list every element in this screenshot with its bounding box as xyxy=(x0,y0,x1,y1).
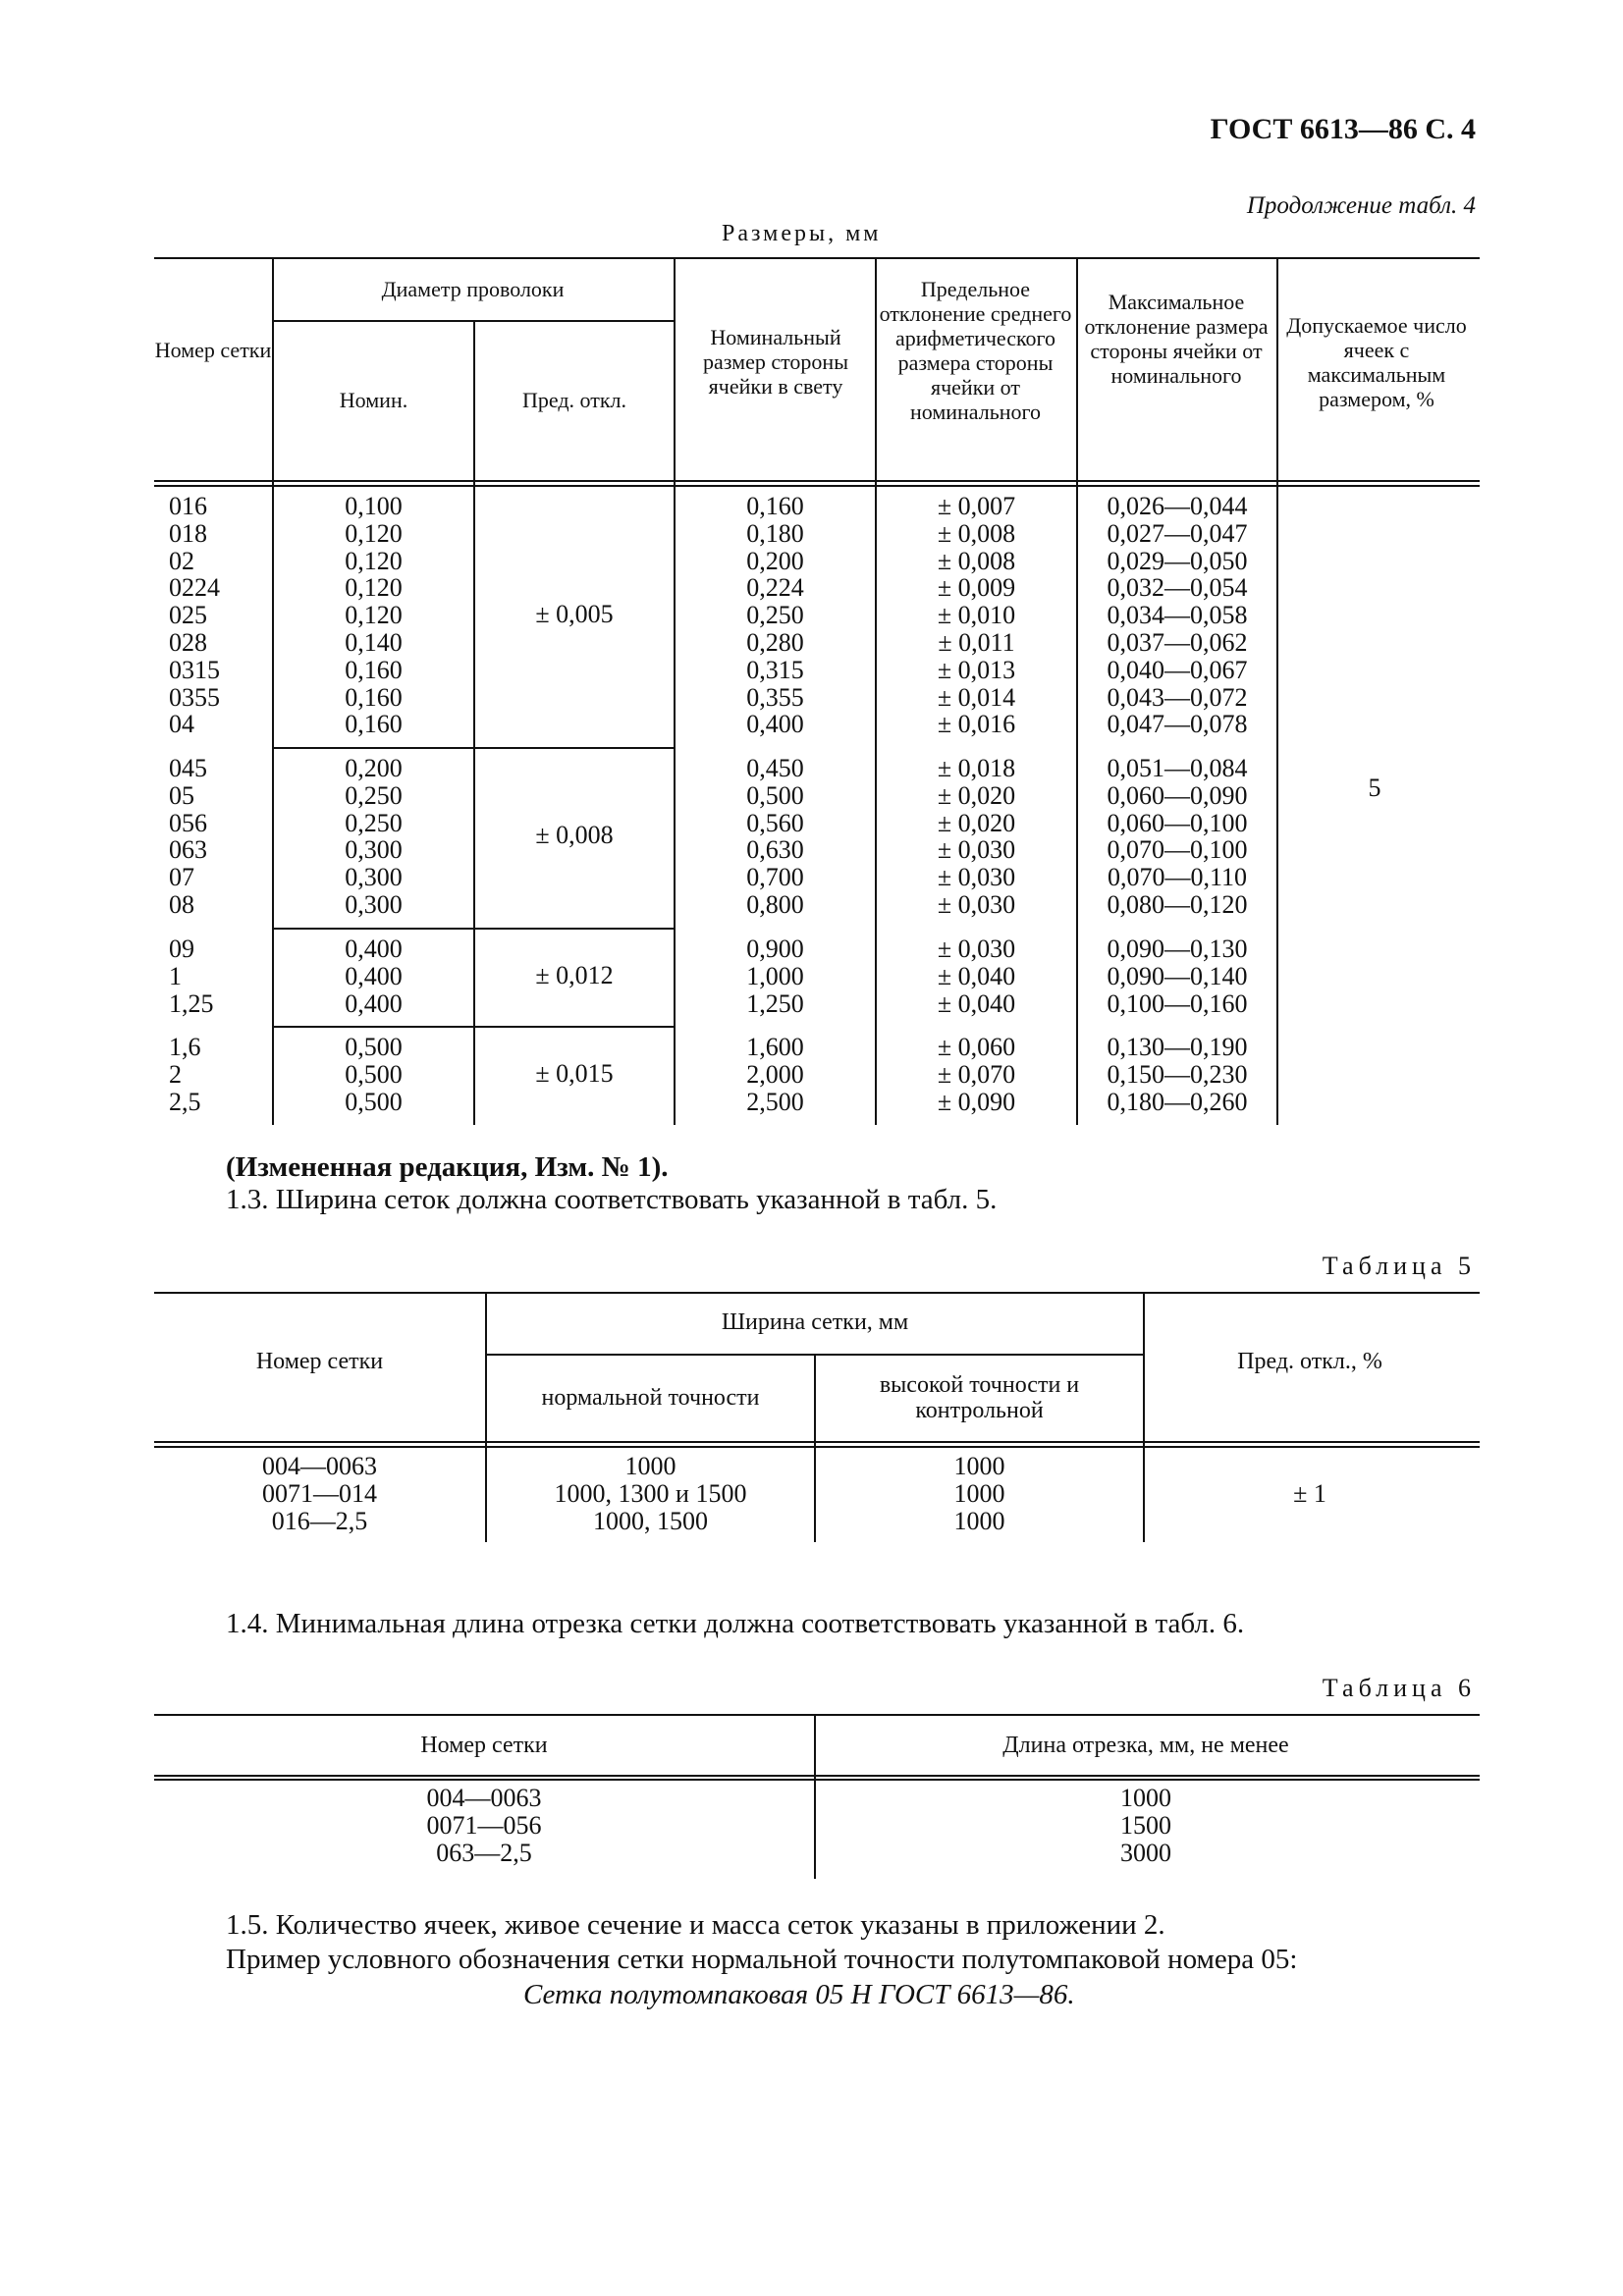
example-designation: Сетка полутомпаковая 05 Н ГОСТ 6613—86. xyxy=(523,1979,1075,2010)
max-deviation-column: 0,090—0,130 0,090—0,140 0,100—0,160 xyxy=(1107,934,1248,1018)
example-intro: Пример условного обозначения сетки нормальной точности полутомпаковой номера 05: xyxy=(226,1944,1298,1975)
page-header: ГОСТ 6613—86 С. 4 xyxy=(1210,113,1476,145)
header-tolerance: Пред. откл. xyxy=(521,388,627,412)
allowed-count-value: 5 xyxy=(1368,774,1381,802)
t5-tolerance-value: ± 1 xyxy=(1293,1479,1326,1508)
t6-length-column: 1000 1500 3000 xyxy=(1120,1784,1171,1867)
max-deviation-column: 0,130—0,190 0,150—0,230 0,180—0,260 xyxy=(1107,1033,1248,1116)
nominal-size-column: 0,160 0,180 0,200 0,224 0,250 0,280 0,315 0,355 0,400 xyxy=(746,492,804,739)
header-nominal: Номин. xyxy=(339,388,408,412)
limit-deviation-column: ± 0,007 ± 0,008 ± 0,008 ± 0,009 ± 0,010 ± 0,011 ± 0,013 ± 0,014 ± 0,016 xyxy=(937,492,1016,739)
t6-mesh-column: 004—0063 0071—056 063—2,5 xyxy=(426,1784,542,1867)
table-continuation: Продолжение табл. 4 xyxy=(1246,192,1476,219)
nominal-size-column: 1,600 2,000 2,500 xyxy=(746,1033,804,1116)
nominal-size-column: 0,450 0,500 0,560 0,630 0,700 0,800 xyxy=(746,754,804,919)
t5-header-normal: нормальной точности xyxy=(541,1385,760,1411)
table-5-label: Таблица 5 xyxy=(1322,1252,1476,1280)
t5-header-width: Ширина сетки, мм xyxy=(721,1309,909,1335)
max-deviation-column: 0,051—0,084 0,060—0,090 0,060—0,100 0,070—0,100 0,070—0,110 0,080—0,120 xyxy=(1107,754,1248,919)
t6-header-length: Длина отрезка, мм, не менее xyxy=(1002,1733,1289,1758)
mesh-number-column: 1,6 2 2,5 xyxy=(169,1033,201,1116)
paragraph-1-4: 1.4. Минимальная длина отрезка сетки должна соответствовать указанной в табл. 6. xyxy=(226,1608,1245,1639)
t6-header-mesh-no: Номер сетки xyxy=(420,1733,548,1758)
nominal-size-column: 0,900 1,000 1,250 xyxy=(746,934,804,1018)
header-nominal-size: Номинальный размер стороны ячейки в свету xyxy=(703,325,848,399)
header-mesh-no: Номер сетки xyxy=(154,338,272,362)
wire-tolerance-value: ± 0,012 xyxy=(535,960,614,989)
wire-diameter-column: 0,500 0,500 0,500 xyxy=(345,1033,403,1116)
units-caption: Размеры, мм xyxy=(722,221,882,246)
limit-deviation-column: ± 0,018 ± 0,020 ± 0,020 ± 0,030 ± 0,030 ± 0,030 xyxy=(937,754,1016,919)
wire-tolerance-value: ± 0,005 xyxy=(535,600,614,629)
wire-diameter-column: 0,100 0,120 0,120 0,120 0,120 0,140 0,160 0,160 0,160 xyxy=(345,492,403,739)
mesh-number-column: 045 05 056 063 07 08 xyxy=(169,754,207,919)
wire-tolerance-value: ± 0,008 xyxy=(535,821,614,850)
mesh-number-column: 016 018 02 0224 025 028 0315 0355 04 xyxy=(169,492,220,739)
t5-header-mesh-no: Номер сетки xyxy=(255,1349,384,1374)
amendment-note: (Измененная редакция, Изм. № 1). xyxy=(226,1151,669,1183)
t5-normal-column: 1000 1000, 1300 и 1500 1000, 1500 xyxy=(554,1452,747,1535)
t5-high-column: 1000 1000 1000 xyxy=(953,1452,1005,1535)
header-wire-diameter: Диаметр проволоки xyxy=(381,277,565,301)
mesh-number-column: 09 1 1,25 xyxy=(169,934,214,1018)
wire-tolerance-value: ± 0,015 xyxy=(535,1058,614,1088)
wire-diameter-column: 0,400 0,400 0,400 xyxy=(345,934,403,1018)
limit-deviation-column: ± 0,060 ± 0,070 ± 0,090 xyxy=(937,1033,1016,1116)
header-allowed-count: Допускаемое число ячеек с максимальным размером, % xyxy=(1286,313,1467,411)
table-6-label: Таблица 6 xyxy=(1322,1674,1476,1702)
t5-mesh-column: 004—0063 0071—014 016—2,5 xyxy=(262,1452,377,1535)
paragraph-1-5: 1.5. Количество ячеек, живое сечение и масса сеток указаны в приложении 2. xyxy=(226,1909,1165,1941)
t5-header-tolerance: Пред. откл., % xyxy=(1237,1349,1382,1374)
limit-deviation-column: ± 0,030 ± 0,040 ± 0,040 xyxy=(937,934,1016,1018)
header-limit-deviation: Предельное отклонение среднего арифметического размера стороны ячейки от номинального xyxy=(879,277,1072,424)
wire-diameter-column: 0,200 0,250 0,250 0,300 0,300 0,300 xyxy=(345,754,403,919)
header-max-deviation: Максимальное отклонение размера стороны ячейки от номинального xyxy=(1084,290,1269,388)
paragraph-1-3: 1.3. Ширина сеток должна соответствовать указанной в табл. 5. xyxy=(226,1184,998,1215)
max-deviation-column: 0,026—0,044 0,027—0,047 0,029—0,050 0,032—0,054 0,034—0,058 0,037—0,062 0,040—0,067 0,043—0,072 0,047—0,078 xyxy=(1107,492,1248,739)
t5-header-high: высокой точности и контрольной xyxy=(879,1372,1080,1423)
